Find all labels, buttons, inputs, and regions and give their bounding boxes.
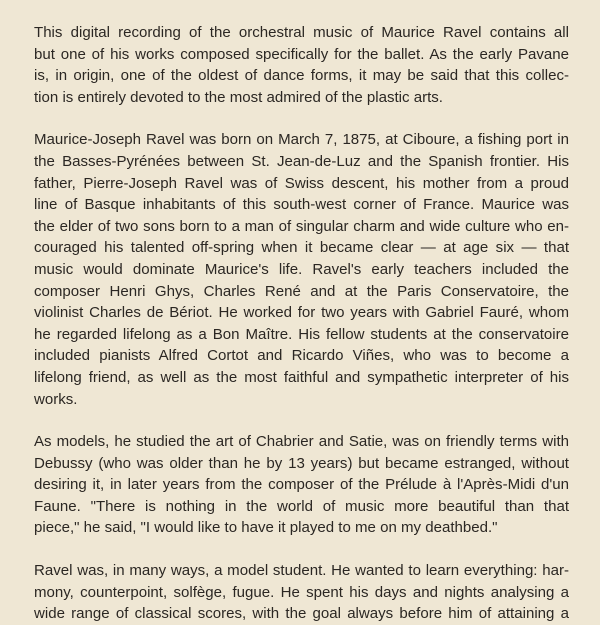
- paragraph-4: [34, 560, 569, 625]
- text-line: couraged his talented off-spring when it became clear — at age six — that: [34, 239, 569, 257]
- text-line: line of Basque inhabitants of this south-west corner of France. Maurice was: [34, 196, 569, 214]
- text-line: he regarded lifelong as a Bon Maître. His fellow students at the conservatoire: [34, 325, 569, 343]
- paragraph-gap: [34, 539, 569, 560]
- paragraph-1: [34, 22, 569, 108]
- text-line: Maurice-Joseph Ravel was born on March 7, 1875, at Ciboure, a fishing port in: [34, 131, 569, 149]
- text-line: As models, he studied the art of Chabrier and Satie, was on friendly terms with: [34, 433, 569, 451]
- paragraph-3: [34, 431, 569, 539]
- text-line: Ravel was, in many ways, a model student. He wanted to learn everything: har-: [34, 562, 569, 580]
- paragraph-gap: [34, 108, 569, 129]
- text-line: the Basses-Pyrénées between St. Jean-de-Luz and the Spanish frontier. His: [34, 152, 569, 170]
- text-line: father, Pierre-Joseph Ravel was of Swiss descent, his mother from a proud: [34, 174, 569, 192]
- liner-notes-text: [34, 22, 569, 625]
- text-line: music would dominate Maurice's life. Ravel's early teachers included the: [34, 260, 569, 278]
- paragraph-gap: [34, 410, 569, 431]
- text-line: violinist Charles de Bériot. He worked for two years with Gabriel Fauré, whom: [34, 304, 569, 322]
- text-line: included pianists Alfred Cortot and Ricardo Viñes, who was to become a: [34, 347, 569, 365]
- paragraph-2: [34, 129, 569, 410]
- text-line: Faune. "There is nothing in the world of music more beautiful than that: [34, 497, 569, 515]
- text-line: wide range of classical scores, with the goal always before him of attaining a: [34, 605, 569, 623]
- text-line: mony, counterpoint, solfège, fugue. He spent his days and nights analysing a: [34, 583, 569, 601]
- text-line: but one of his works composed specifically for the ballet. As the early Pavane: [34, 45, 569, 63]
- text-line: Debussy (who was older than he by 13 years) but became estranged, without: [34, 454, 569, 472]
- text-line: is, in origin, one of the oldest of dance forms, it may be said that this collec-: [34, 67, 569, 85]
- text-line: the elder of two sons born to a man of singular charm and wide culture who en-: [34, 217, 569, 235]
- text-line: piece," he said, "I would like to have it played to me on my deathbed.": [34, 519, 498, 537]
- text-line: tion is entirely devoted to the most admired of the plastic arts.: [34, 88, 443, 106]
- text-line: This digital recording of the orchestral music of Maurice Ravel contains all: [34, 24, 569, 41]
- text-line: composer Henri Ghys, Charles René and at the Paris Conservatoire, the: [34, 282, 569, 300]
- text-line: works.: [34, 390, 78, 408]
- text-line: lifelong friend, as well as the most faithful and sympathetic interpreter of his: [34, 368, 569, 386]
- text-line: desiring it, in later years from the composer of the Prélude à l'Après-Midi d'un: [34, 476, 569, 494]
